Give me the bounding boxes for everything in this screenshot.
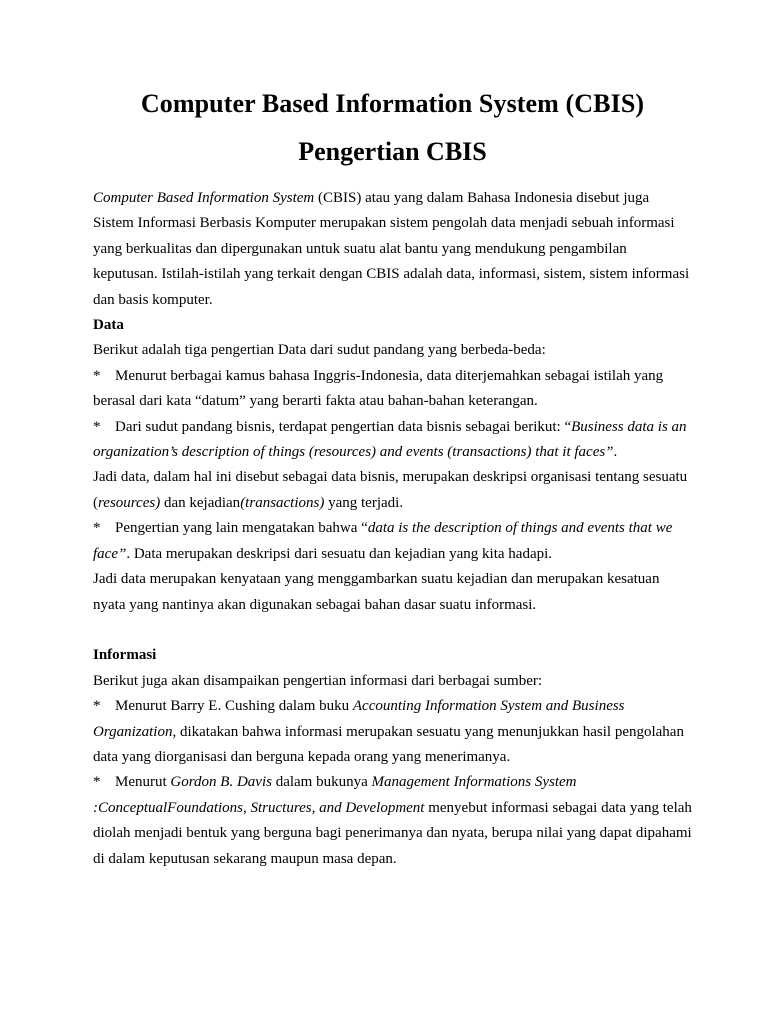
informasi-bullet-1: [93, 694, 692, 770]
document-body: [93, 186, 692, 872]
data-bullet-2-resources: resources): [98, 494, 161, 511]
section-spacer: [93, 618, 692, 643]
data-bullet-3-pre: Pengertian yang lain mengatakan bahwa “: [115, 520, 368, 537]
data-bullet-2: [93, 415, 692, 466]
data-bullet-3: [93, 516, 692, 567]
data-bullet-2-cont3: yang terjadi.: [324, 494, 404, 511]
data-bullet-2-quote: Business data is an organization’s description of things (resources) and events (transactions) that it faces”: [93, 418, 687, 461]
informasi-heading: Informasi: [93, 647, 157, 664]
data-bullet-3-quote: data is the description of things and events that we face”: [93, 520, 673, 562]
informasi-bullet-2-author: Gordon B. Davis: [170, 774, 272, 791]
data-bullet-3-post: . Data merupakan deskripsi dari sesuatu dan kejadian yang kita hadapi.: [126, 545, 553, 562]
data-conclusion: Jadi data merupakan kenyataan yang menggambarkan suatu kejadian dan merupakan kesatuan nyata yang nantinya akan digunakan sebagai bahan dasar suatu informasi.: [93, 571, 660, 613]
informasi-bullet-1-post: , dikatakan bahwa informasi merupakan sesuatu yang menunjukkan hasil pengolahan data yang diorganisasi dan berguna kepada orang yang menerimanya.: [93, 723, 684, 765]
bullet-asterisk: *: [93, 774, 101, 791]
informasi-bullet-2-mid: dalam bukunya: [271, 774, 372, 791]
bullet-asterisk: *: [93, 418, 101, 435]
informasi-bullet-2: [93, 770, 692, 872]
data-bullet-1: [93, 364, 692, 415]
data-bullet-2-pre: Dari sudut pandang bisnis, terdapat pengertian data bisnis sebagai berikut: “: [115, 418, 572, 435]
document-title: Computer Based Information System (CBIS): [140, 89, 645, 118]
informasi-bullet-2-post: menyebut informasi sebagai data yang telah diolah menjadi bentuk yang berguna bagi penerimanya dan nyata, berupa nilai yang dapat dipahami di dalam keputusan sekarang maupun masa depan.: [93, 799, 692, 867]
data-bullet-2-cont2: dan kejadian: [160, 494, 241, 511]
data-bullet-1-text: Menurut berbagai kamus bahasa Inggris-Indonesia, data diterjemahkan sebagai istilah yang berasal dari kata “datum” yang berarti fakta atau bahan-bahan keterangan.: [93, 367, 664, 410]
data-lead: Berikut adalah tiga pengertian Data dari sudut pandang yang berbeda-beda:: [93, 342, 546, 359]
informasi-bullet-2-pre: Menurut: [115, 774, 171, 791]
intro-term: Computer Based Information System: [93, 190, 315, 206]
informasi-bullet-1-pre: Menurut Barry E. Cushing dalam buku: [115, 698, 353, 715]
bullet-asterisk: *: [93, 520, 101, 537]
intro-paragraph: [93, 186, 692, 313]
bullet-asterisk: *: [93, 698, 101, 715]
data-bullet-2-transactions: (transactions): [240, 494, 325, 511]
informasi-bullet-1-book: Accounting Information System and Business Organization: [93, 698, 625, 740]
informasi-lead: Berikut juga akan disampaikan pengertian informasi dari berbagai sumber:: [93, 672, 543, 689]
data-bullet-2-post: .: [613, 444, 618, 461]
data-heading: Data: [93, 317, 124, 334]
intro-text: (CBIS) atau yang dalam Bahasa Indonesia disebut juga Sistem Informasi Berbasis Komputer merupakan sistem pengolah data menjadi sebuah informasi yang berkualitas dan dipergunakan untuk suatu alat bantu yang mendukung pengambilan keputusan. Istilah-istilah yang terkait dengan CBIS adalah data, informasi, sistem, sistem informasi dan basis komputer.: [93, 190, 690, 308]
data-bullet-2-cont1: Jadi data, dalam hal ini disebut sebagai data bisnis, merupakan deskripsi organisasi tentang sesuatu (: [93, 469, 688, 511]
data-bullet-2-continuation: [93, 465, 692, 516]
bullet-asterisk: *: [93, 367, 101, 384]
document-subtitle: Pengertian CBIS: [298, 137, 487, 166]
informasi-bullet-2-book: Management Informations System :ConceptualFoundations, Structures, and Development: [93, 774, 577, 816]
